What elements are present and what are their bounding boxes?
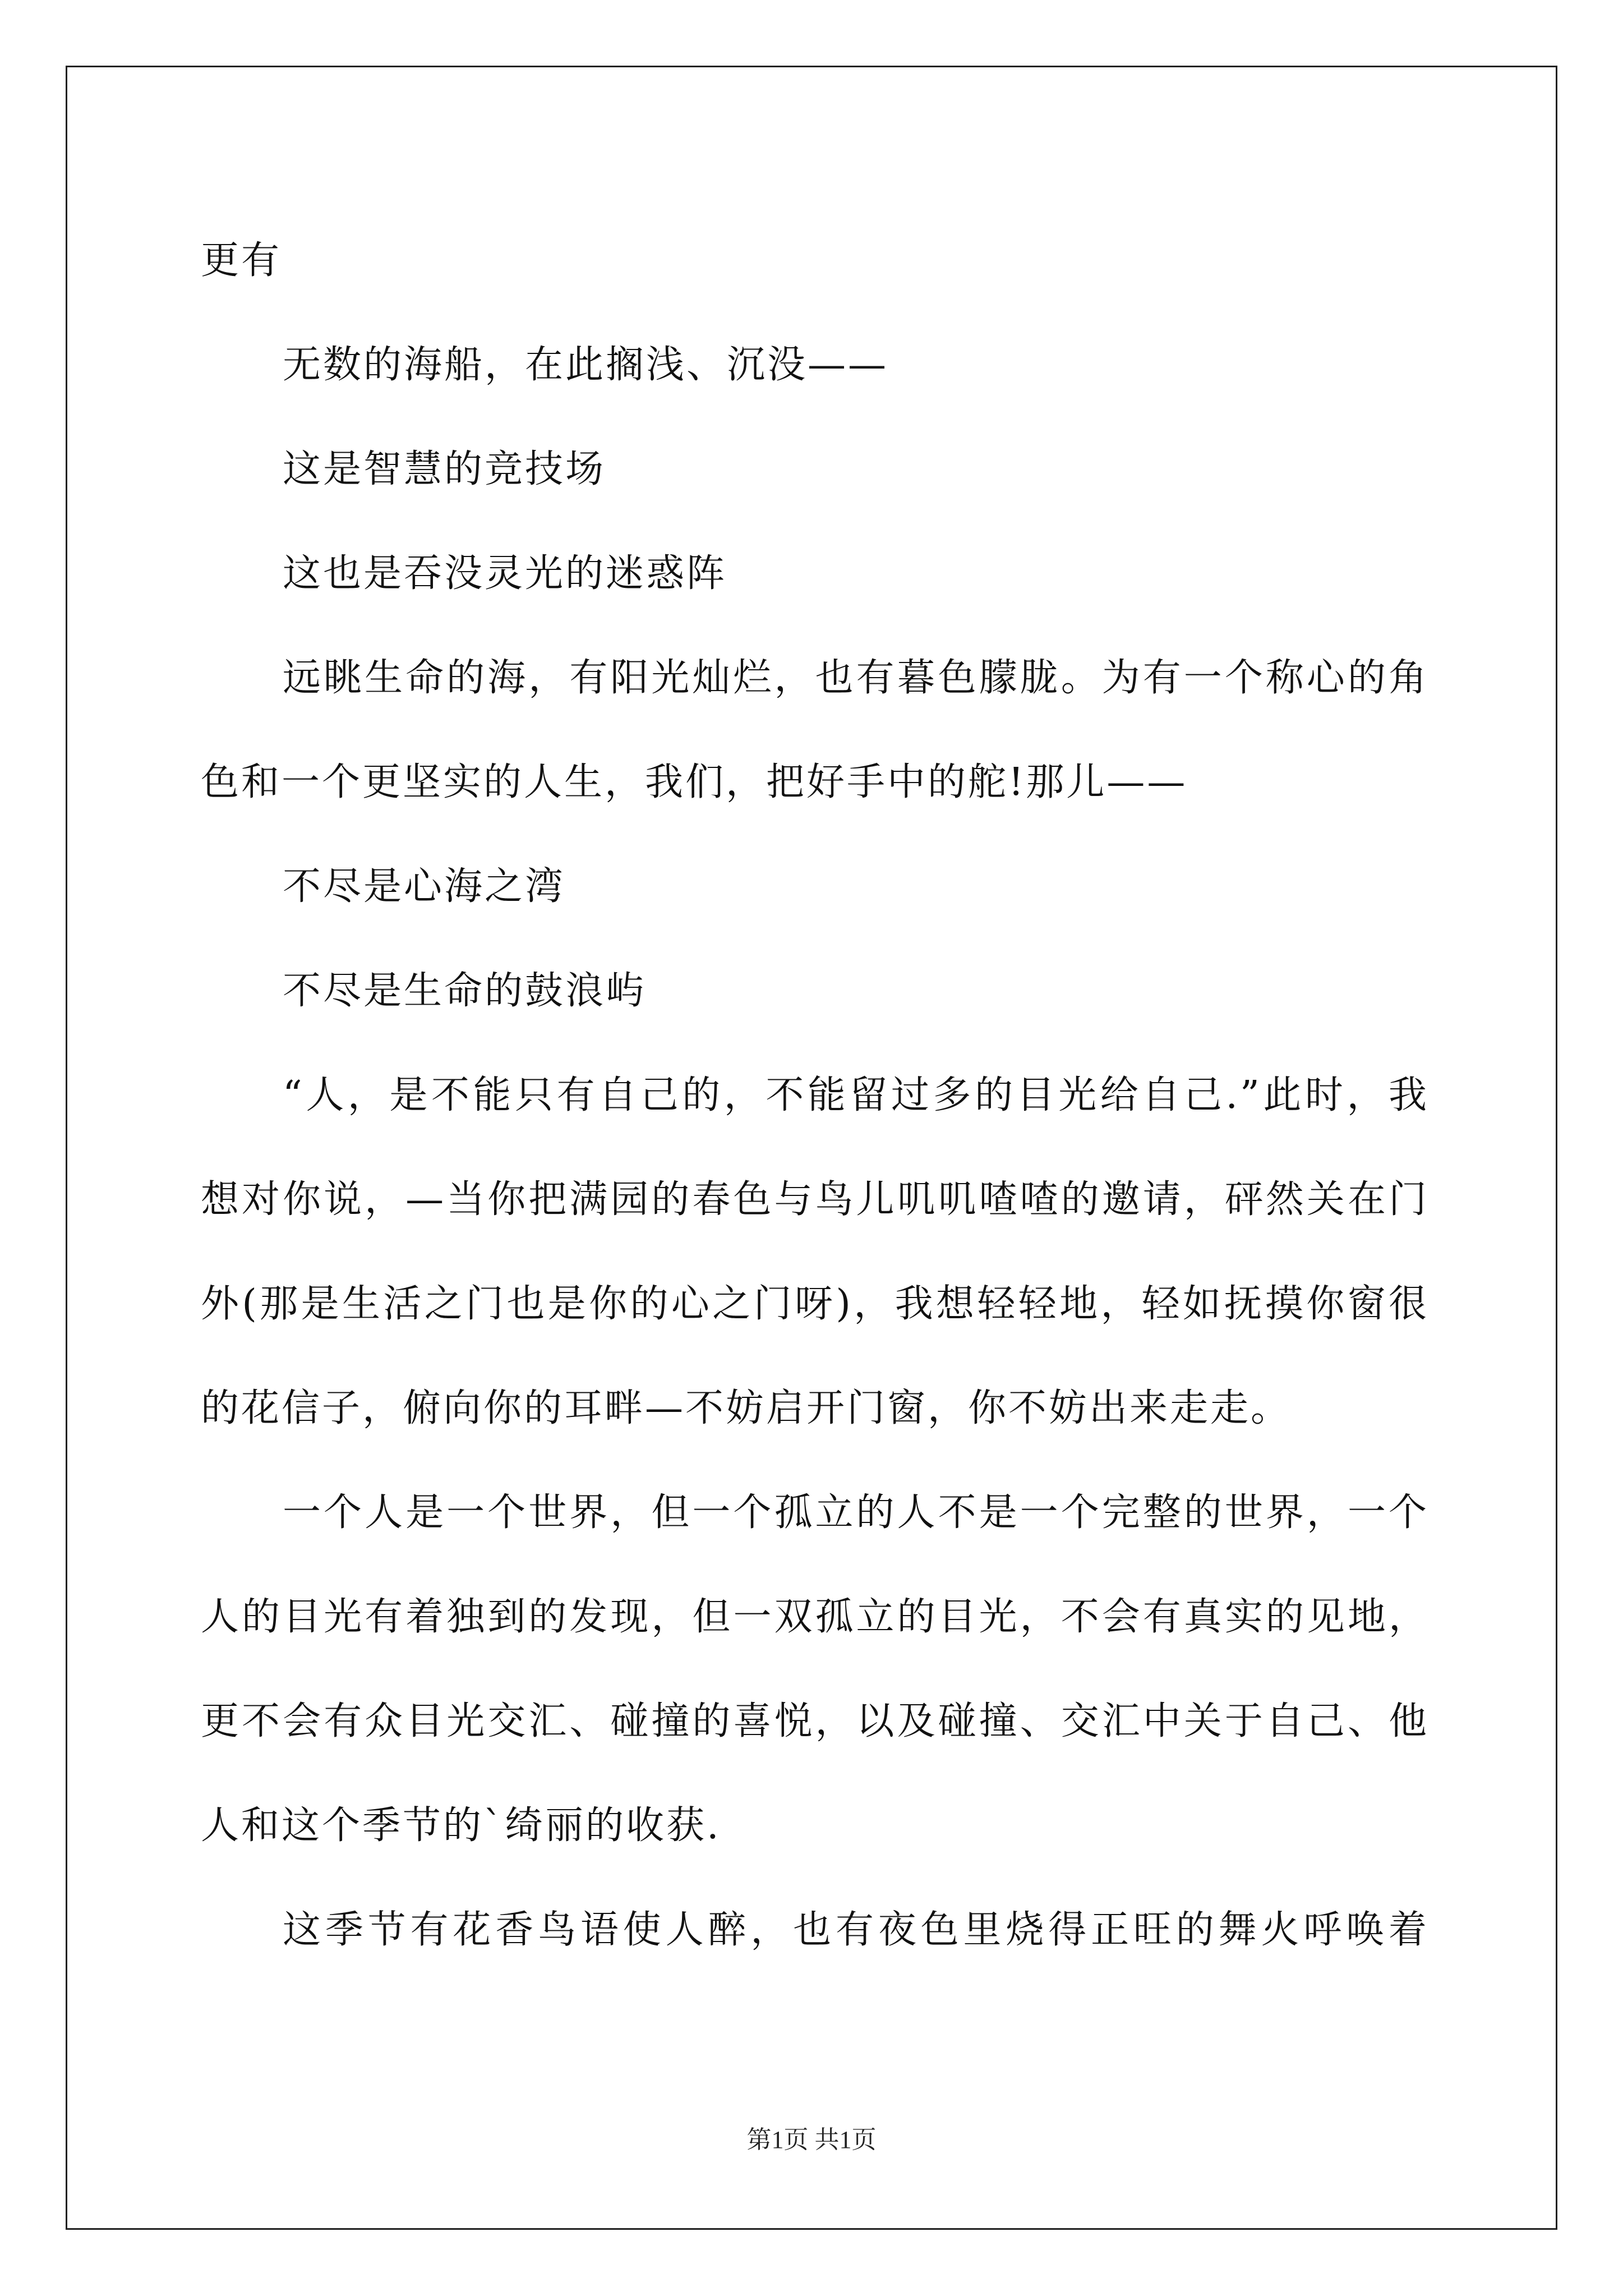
text-line: 这也是吞没灵光的迷惑阵	[283, 551, 727, 596]
page-footer: 第1页 共1页	[746, 2126, 877, 2154]
text-line: 色和一个更坚实的人生，我们，把好手中的舵!那儿——	[201, 760, 1188, 804]
text-line: 更有	[201, 238, 282, 283]
text-line: 人的目光有着独到的发现，但一双孤立的目光，不会有真实的见地，	[201, 1595, 1429, 1639]
text-line: 外(那是生活之门也是你的心之门呀)，我想轻轻地，轻如抚摸你窗很	[201, 1282, 1429, 1326]
text-line: “人，是不能只有自己的，不能留过多的目光给自己.”此时，我	[283, 1073, 1429, 1117]
text-line: 想对你说，—当你把满园的春色与鸟儿叽叽喳喳的邀请，砰然关在门	[201, 1177, 1429, 1222]
text-line: 人和这个季节的`绮丽的收获.	[201, 1803, 721, 1848]
text-line: 不尽是生命的鼓浪屿	[283, 969, 647, 1013]
document-body	[201, 209, 1429, 1982]
text-line: 一个人是一个世界，但一个孤立的人不是一个完整的世界，一个	[283, 1490, 1429, 1535]
text-line: 无数的海船，在此搁浅、沉没——	[283, 343, 889, 387]
text-line: 远眺生命的海，有阳光灿烂，也有暮色朦胧。为有一个称心的角	[283, 656, 1429, 700]
text-line: 更不会有众目光交汇、碰撞的喜悦，以及碰撞、交汇中关于自己、他	[201, 1699, 1429, 1743]
text-line: 这季节有花香鸟语使人醉，也有夜色里烧得正旺的舞火呼唤着	[283, 1908, 1429, 1952]
text-line: 不尽是心海之湾	[283, 864, 566, 909]
text-line: 这是智慧的竞技场	[283, 447, 606, 491]
text-line: 的花信子，俯向你的耳畔—不妨启开门窗，你不妨出来走走。	[201, 1386, 1292, 1430]
